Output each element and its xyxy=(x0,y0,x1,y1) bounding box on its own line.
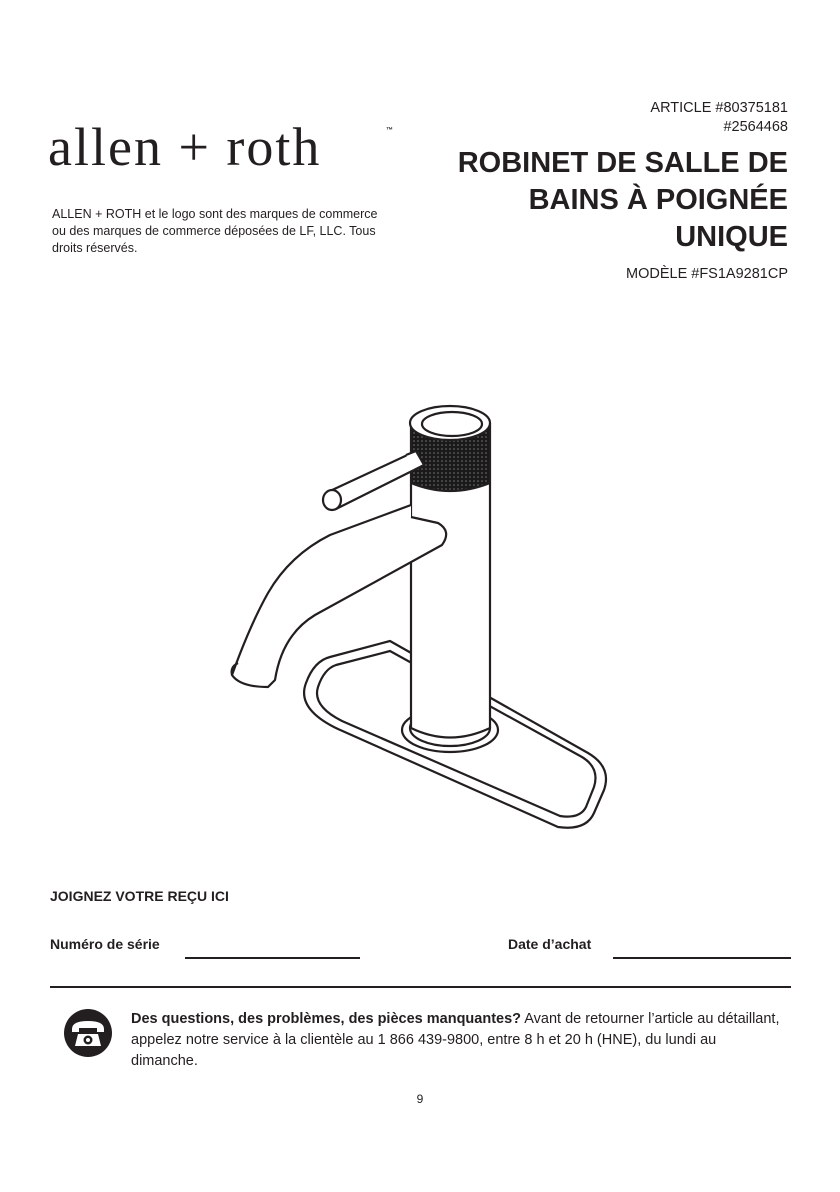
serial-number-field[interactable] xyxy=(185,957,360,959)
model-number: MODÈLE #FS1A9281CP xyxy=(626,266,788,282)
faucet-illustration xyxy=(220,395,620,845)
article-number-secondary: #2564468 xyxy=(723,119,788,135)
brand-logo: allen + roth xyxy=(48,117,322,177)
telephone-icon xyxy=(63,1008,113,1058)
purchase-date-label: Date d’achat xyxy=(508,936,592,952)
contact-notice-heading: Des questions, des problèmes, des pièces manquantes? xyxy=(131,1011,522,1027)
serial-number-label: Numéro de série xyxy=(50,936,160,952)
trademark-symbol: ™ xyxy=(386,127,393,134)
article-numbers xyxy=(650,99,788,137)
contact-notice xyxy=(131,1009,781,1072)
purchase-date-field[interactable] xyxy=(613,957,791,959)
divider xyxy=(50,986,791,988)
page-number: 9 xyxy=(416,1092,424,1106)
trademark-notice: ALLEN + ROTH et le logo sont des marques de commerce ou des marques de commerce déposées de LF, LLC. Tous droits réservés. xyxy=(52,207,378,255)
product-title: ROBINET DE SALLE DE BAINS À POIGNÉE UNIQUE xyxy=(457,147,788,253)
contact-notice-text: Avant de retourner l’article au détaillant, appelez notre service à la clientèle au 1 866 439-9800, entre 8 h et 20 h (HNE), du lundi au dimanche. xyxy=(131,1011,780,1069)
receipt-label: JOIGNEZ VOTRE REÇU ICI xyxy=(50,888,229,904)
article-number: ARTICLE #80375181 xyxy=(650,100,788,116)
